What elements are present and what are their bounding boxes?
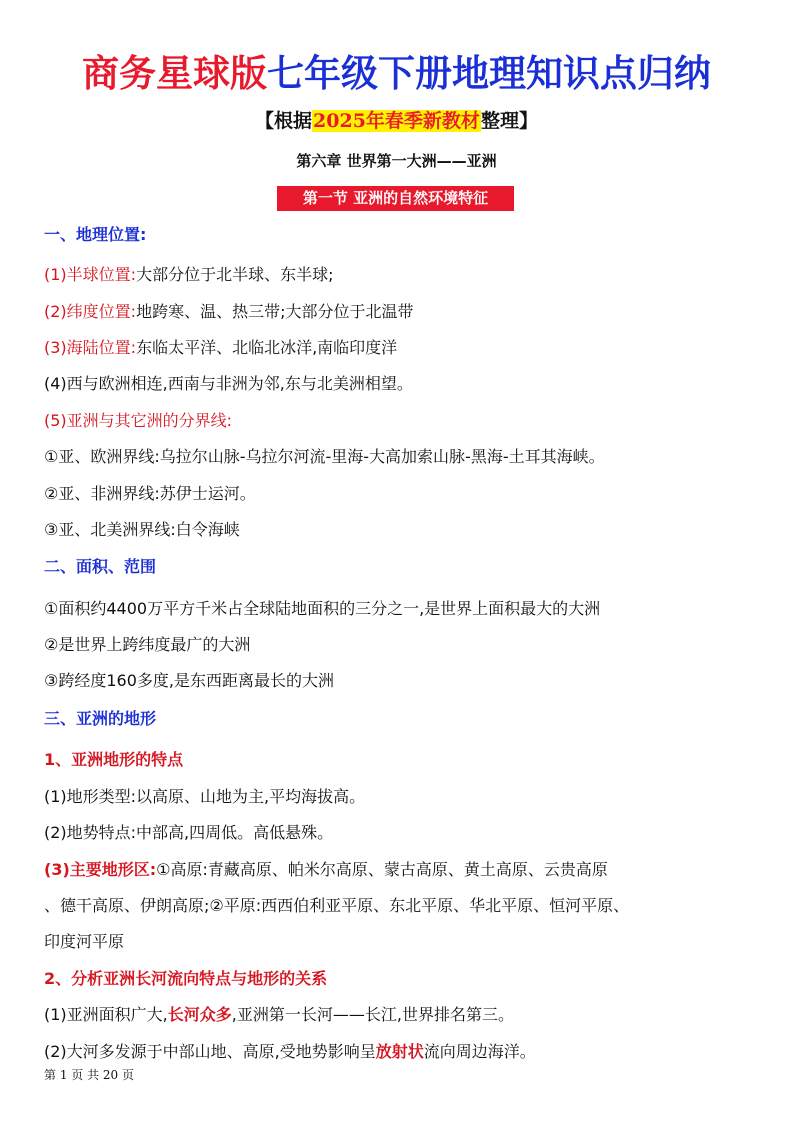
item-text: (1)亚洲面积广大,	[44, 1005, 168, 1024]
title-part-publisher: 商务星球版	[82, 52, 267, 95]
chapter-heading: 第六章 世界第一大洲——亚洲	[296, 152, 497, 170]
heading-terrain: 三、亚洲的地形	[44, 709, 157, 728]
list-item: ②亚、非洲界线:苏伊士运河。	[44, 484, 256, 503]
list-item	[44, 335, 397, 361]
item-label: (3)海陆位置:	[44, 338, 137, 357]
subtitle-close: 整理】	[480, 110, 538, 132]
item-text: 流向周边海洋。	[423, 1042, 536, 1061]
list-item: ①面积约4400万平方千米占全球陆地面积的三分之一,是世界上面积最大的大洲	[44, 599, 601, 618]
list-item: ③亚、北美洲界线:白令海峡	[44, 520, 240, 539]
subtitle-highlight: 2025年春季新教材	[313, 110, 480, 132]
item-emphasis: 放射状	[375, 1042, 424, 1061]
list-item-continued: 、德干高原、伊朗高原;②平原:西西伯利亚平原、东北平原、华北平原、恒河平原、	[44, 896, 630, 915]
title-part-subject: 七年级下册地理知识点归纳	[267, 52, 711, 95]
subtitle-open: 【根据	[255, 110, 313, 132]
item-text: 大部分位于北半球、东半球;	[136, 265, 334, 284]
item-label: (3)主要地形区:	[44, 860, 157, 879]
item-text: 东临太平洋、北临北冰洋,南临印度洋	[136, 338, 398, 357]
page-footer: 第 1 页 共 20 页	[44, 1068, 134, 1082]
list-item	[44, 1002, 514, 1028]
list-item	[44, 299, 413, 325]
item-text: ,亚洲第一长河——长江,世界排名第三。	[231, 1005, 514, 1024]
heading-location: 一、地理位置:	[44, 225, 147, 244]
section-heading: 第一节 亚洲的自然环境特征	[277, 186, 514, 211]
list-item: (5)亚洲与其它洲的分界线:	[44, 411, 233, 430]
item-text: (2)大河多发源于中部山地、高原,受地势影响呈	[44, 1042, 376, 1061]
list-item: (4)西与欧洲相连,西南与非洲为邻,东与北美洲相望。	[44, 374, 413, 393]
item-text: 地跨寒、温、热三带;大部分位于北温带	[136, 302, 414, 321]
subheading-rivers: 2、分析亚洲长河流向特点与地形的关系	[44, 969, 328, 988]
item-text: ①高原:青藏高原、帕米尔高原、蒙古高原、黄土高原、云贵高原	[156, 860, 608, 879]
list-item: (2)地势特点:中部高,四周低。高低悬殊。	[44, 823, 334, 842]
list-item: (1)地形类型:以高原、山地为主,平均海拔高。	[44, 787, 366, 806]
document-title	[0, 50, 793, 98]
list-item	[44, 1039, 536, 1065]
item-label: (2)纬度位置:	[44, 302, 137, 321]
list-item: ①亚、欧洲界线:乌拉尔山脉-乌拉尔河流-里海-大高加索山脉-黑海-土耳其海峡。	[44, 447, 605, 466]
list-item	[44, 857, 608, 883]
item-emphasis: 长河众多	[167, 1005, 232, 1024]
document-subtitle	[0, 107, 793, 135]
list-item-continued: 印度河平原	[44, 932, 125, 951]
list-item: ②是世界上跨纬度最广的大洲	[44, 635, 251, 654]
heading-area: 二、面积、范围	[44, 557, 157, 576]
list-item: ③跨经度160多度,是东西距离最长的大洲	[44, 671, 334, 690]
list-item	[44, 262, 333, 288]
subheading-terrain-features: 1、亚洲地形的特点	[44, 750, 184, 769]
item-label: (1)半球位置:	[44, 265, 137, 284]
